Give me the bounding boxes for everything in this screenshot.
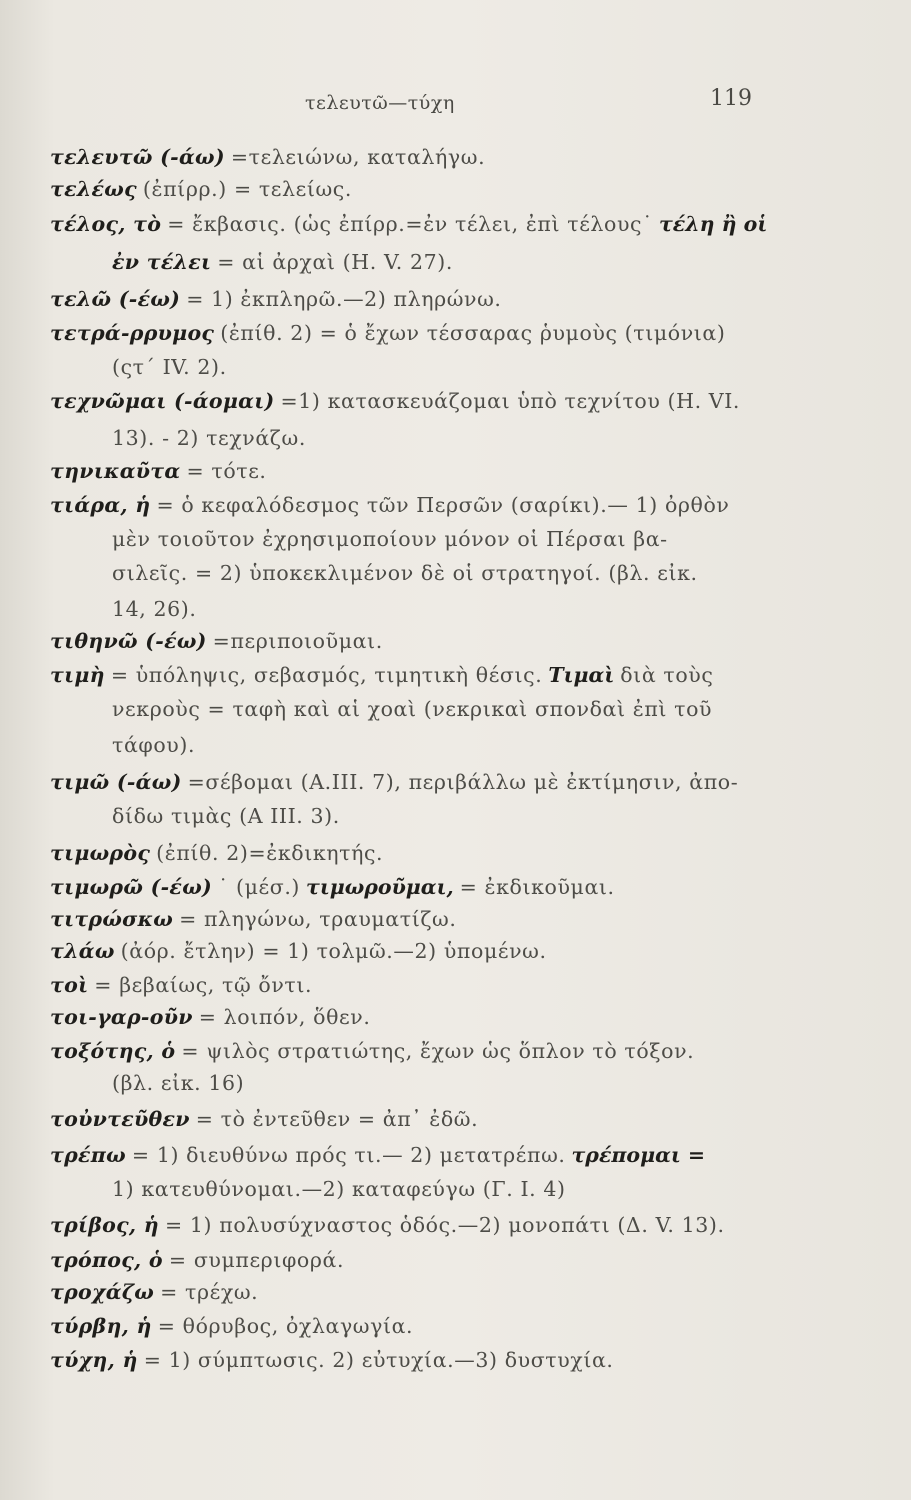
inline-headword: τιμωροῦμαι, (306, 875, 454, 899)
definition-text: = λοιπόν, ὅθεν. (198, 1005, 371, 1029)
entry-line (50, 384, 880, 418)
entry-continuation-line (112, 692, 882, 726)
headword: τοὐντεῦθεν (50, 1107, 190, 1131)
headword: τλάω (50, 939, 115, 963)
definition-text: =περιποιοῦμαι. (212, 629, 383, 653)
entry-continuation-line (112, 1172, 882, 1206)
definition-text: = τὸ ἐντεῦθεν = ἀπ᾽ ἐδῶ. (195, 1107, 479, 1131)
entry-continuation-line (112, 1066, 882, 1100)
entry-line (50, 624, 880, 658)
definition-text: = 1) διευθύνω πρός τι.— 2) μετατρέπω. (131, 1143, 566, 1167)
running-head: τελευτῶ—τύχη (305, 92, 455, 114)
headword: τροχάζω (50, 1280, 155, 1304)
headword: τελῶ (-έω) (50, 287, 181, 311)
entry-line (50, 658, 880, 692)
inline-headword: τρέπομαι = (571, 1143, 706, 1167)
definition-text: = πληγώνω, τραυματίζω. (179, 907, 457, 931)
entry-line (50, 454, 880, 488)
headword: τιάρα, ἡ (50, 493, 151, 517)
definition-text: 1) κατευθύνομαι.—2) καταφεύγω (Γ. Ι. 4) (112, 1177, 566, 1201)
headword: τιμωρῶ (-έω) (50, 875, 213, 899)
entry-line (50, 968, 880, 1002)
entry-line (50, 1343, 880, 1377)
definition-text: = βεβαίως, τῷ ὄντι. (94, 973, 313, 997)
headword: τελέως (50, 177, 137, 201)
entry-continuation-line (112, 421, 882, 455)
entry-line (50, 1275, 880, 1309)
headword: τρέπω (50, 1143, 126, 1167)
inline-headword: τέλη ἢ οἱ (658, 212, 768, 236)
entry-continuation-line (112, 728, 882, 762)
headword: τιμῶ (-άω) (50, 770, 182, 794)
headword: τιτρώσκω (50, 907, 174, 931)
headword: τεχνῶμαι (-άομαι) (50, 389, 275, 413)
definition-text: δίδω τιμὰς (Α ΙΙΙ. 3). (112, 804, 340, 828)
entry-continuation-line (112, 592, 882, 626)
entry-line (50, 172, 880, 206)
headword: τέλος, τὸ (50, 212, 162, 236)
definition-text: ˙ (μέσ.) (218, 875, 301, 899)
page-number: 119 (710, 86, 752, 111)
definition-text: = αἱ ἀρχαὶ (Η. V. 27). (217, 250, 454, 274)
definition-text: = θόρυβος, ὀχλαγωγία. (157, 1314, 414, 1338)
definition-text: τάφου). (112, 733, 196, 757)
headword: τοὶ (50, 973, 89, 997)
definition-text: σιλεῖς. = 2) ὑποκεκλιμένον δὲ οἱ στρατηγοί. (βλ. εἰκ. (112, 561, 698, 585)
definition-text: = τρέχω. (160, 1280, 259, 1304)
definition-text: (ἀόρ. ἔτλην) = 1) τολμῶ.—2) ὑπομένω. (120, 939, 547, 963)
definition-text: = ὑπόληψις, σεβασμός, τιμητικὴ θέσις. (110, 663, 543, 687)
entry-line (50, 316, 880, 350)
page-header (0, 80, 911, 120)
entry-line (50, 1309, 880, 1343)
entry-continuation-line (112, 556, 882, 590)
entry-line (50, 1102, 880, 1136)
entry-line (50, 282, 880, 316)
inline-headword: Τιμαὶ (548, 663, 615, 687)
entry-line (50, 488, 880, 522)
definition-text: = συμπεριφορά. (168, 1248, 345, 1272)
headword: ἐν τέλει (112, 250, 212, 274)
definition-text: (ἐπίθ. 2) = ὁ ἔχων τέσσαρας ῥυμοὺς (τιμόνια) (220, 321, 726, 345)
entry-line (50, 934, 880, 968)
definition-text: =1) κατασκευάζομαι ὑπὸ τεχνίτου (Η. VI. (280, 389, 741, 413)
headword: τρίβος, ἡ (50, 1213, 159, 1237)
entry-line (50, 1138, 880, 1172)
entry-line (50, 207, 880, 241)
headword: τοξότης, ὁ (50, 1039, 176, 1063)
entry-line (50, 870, 880, 904)
definition-text: = 1) σύμπτωσις. 2) εὐτυχία.—3) δυστυχία. (143, 1348, 614, 1372)
definition-text: (βλ. εἰκ. 16) (112, 1071, 245, 1095)
definition-text: (ἐπίθ. 2)=ἐκδικητής. (156, 841, 384, 865)
headword: τιμωρὸς (50, 841, 151, 865)
definition-text: = ψιλὸς στρατιώτης, ἔχων ὡς ὅπλον τὸ τόξον. (181, 1039, 695, 1063)
headword: τιμὴ (50, 663, 105, 687)
entry-continuation-line (112, 522, 882, 556)
entry-continuation-line (112, 799, 882, 833)
entry-line (50, 836, 880, 870)
definition-text: νεκροὺς = ταφὴ καὶ αἱ χοαὶ (νεκρικαὶ σπονδαὶ ἐπὶ τοῦ (112, 697, 713, 721)
definition-text: διὰ τοὺς (620, 663, 714, 687)
definition-text: =σέβομαι (Α.ΙΙΙ. 7), περιβάλλω μὲ ἐκτίμησιν, ἀπο- (187, 770, 739, 794)
definition-text: = 1) πολυσύχναστος ὁδός.—2) μονοπάτι (Δ. V. 13). (165, 1213, 725, 1237)
entry-line (50, 1000, 880, 1034)
headword: τύχη, ἡ (50, 1348, 138, 1372)
entry-continuation-line (112, 350, 882, 384)
entry-line (50, 1208, 880, 1242)
definition-text: (ἐπίρρ.) = τελείως. (142, 177, 352, 201)
definition-text: = 1) ἐκπληρῶ.—2) πληρώνω. (186, 287, 502, 311)
definition-text: 13). - 2) τεχνάζω. (112, 426, 306, 450)
headword: τιθηνῶ (-έω) (50, 629, 207, 653)
definition-text: μὲν τοιοῦτον ἐχρησιμοποίουν μόνον οἱ Πέρσαι βα- (112, 527, 668, 551)
definition-text: = ὁ κεφαλόδεσμος τῶν Περσῶν (σαρίκι).— 1) ὀρθὸν (156, 493, 730, 517)
headword: τύρβη, ἡ (50, 1314, 152, 1338)
headword: τρόπος, ὁ (50, 1248, 163, 1272)
definition-text: 14, 26). (112, 597, 197, 621)
entry-line (50, 1034, 880, 1068)
definition-text: = ἔκβασις. (ὡς ἐπίρρ.=ἐν τέλει, ἐπὶ τέλους˙ (167, 212, 653, 236)
entry-line (50, 140, 880, 174)
definition-text: =τελειώνω, καταλήγω. (230, 145, 486, 169)
entry-line (50, 902, 880, 936)
entry-line (50, 765, 880, 799)
headword: τετρά-ρρυμος (50, 321, 215, 345)
entry-continuation-line (112, 245, 882, 279)
definition-text: (ςτ΄ IV. 2). (112, 355, 227, 379)
headword: τηνικαῦτα (50, 459, 181, 483)
headword: τελευτῶ (-άω) (50, 145, 225, 169)
definition-text: = τότε. (186, 459, 267, 483)
entry-line (50, 1243, 880, 1277)
headword: τοι-γαρ-οῦν (50, 1005, 193, 1029)
definition-text: = ἐκδικοῦμαι. (459, 875, 615, 899)
